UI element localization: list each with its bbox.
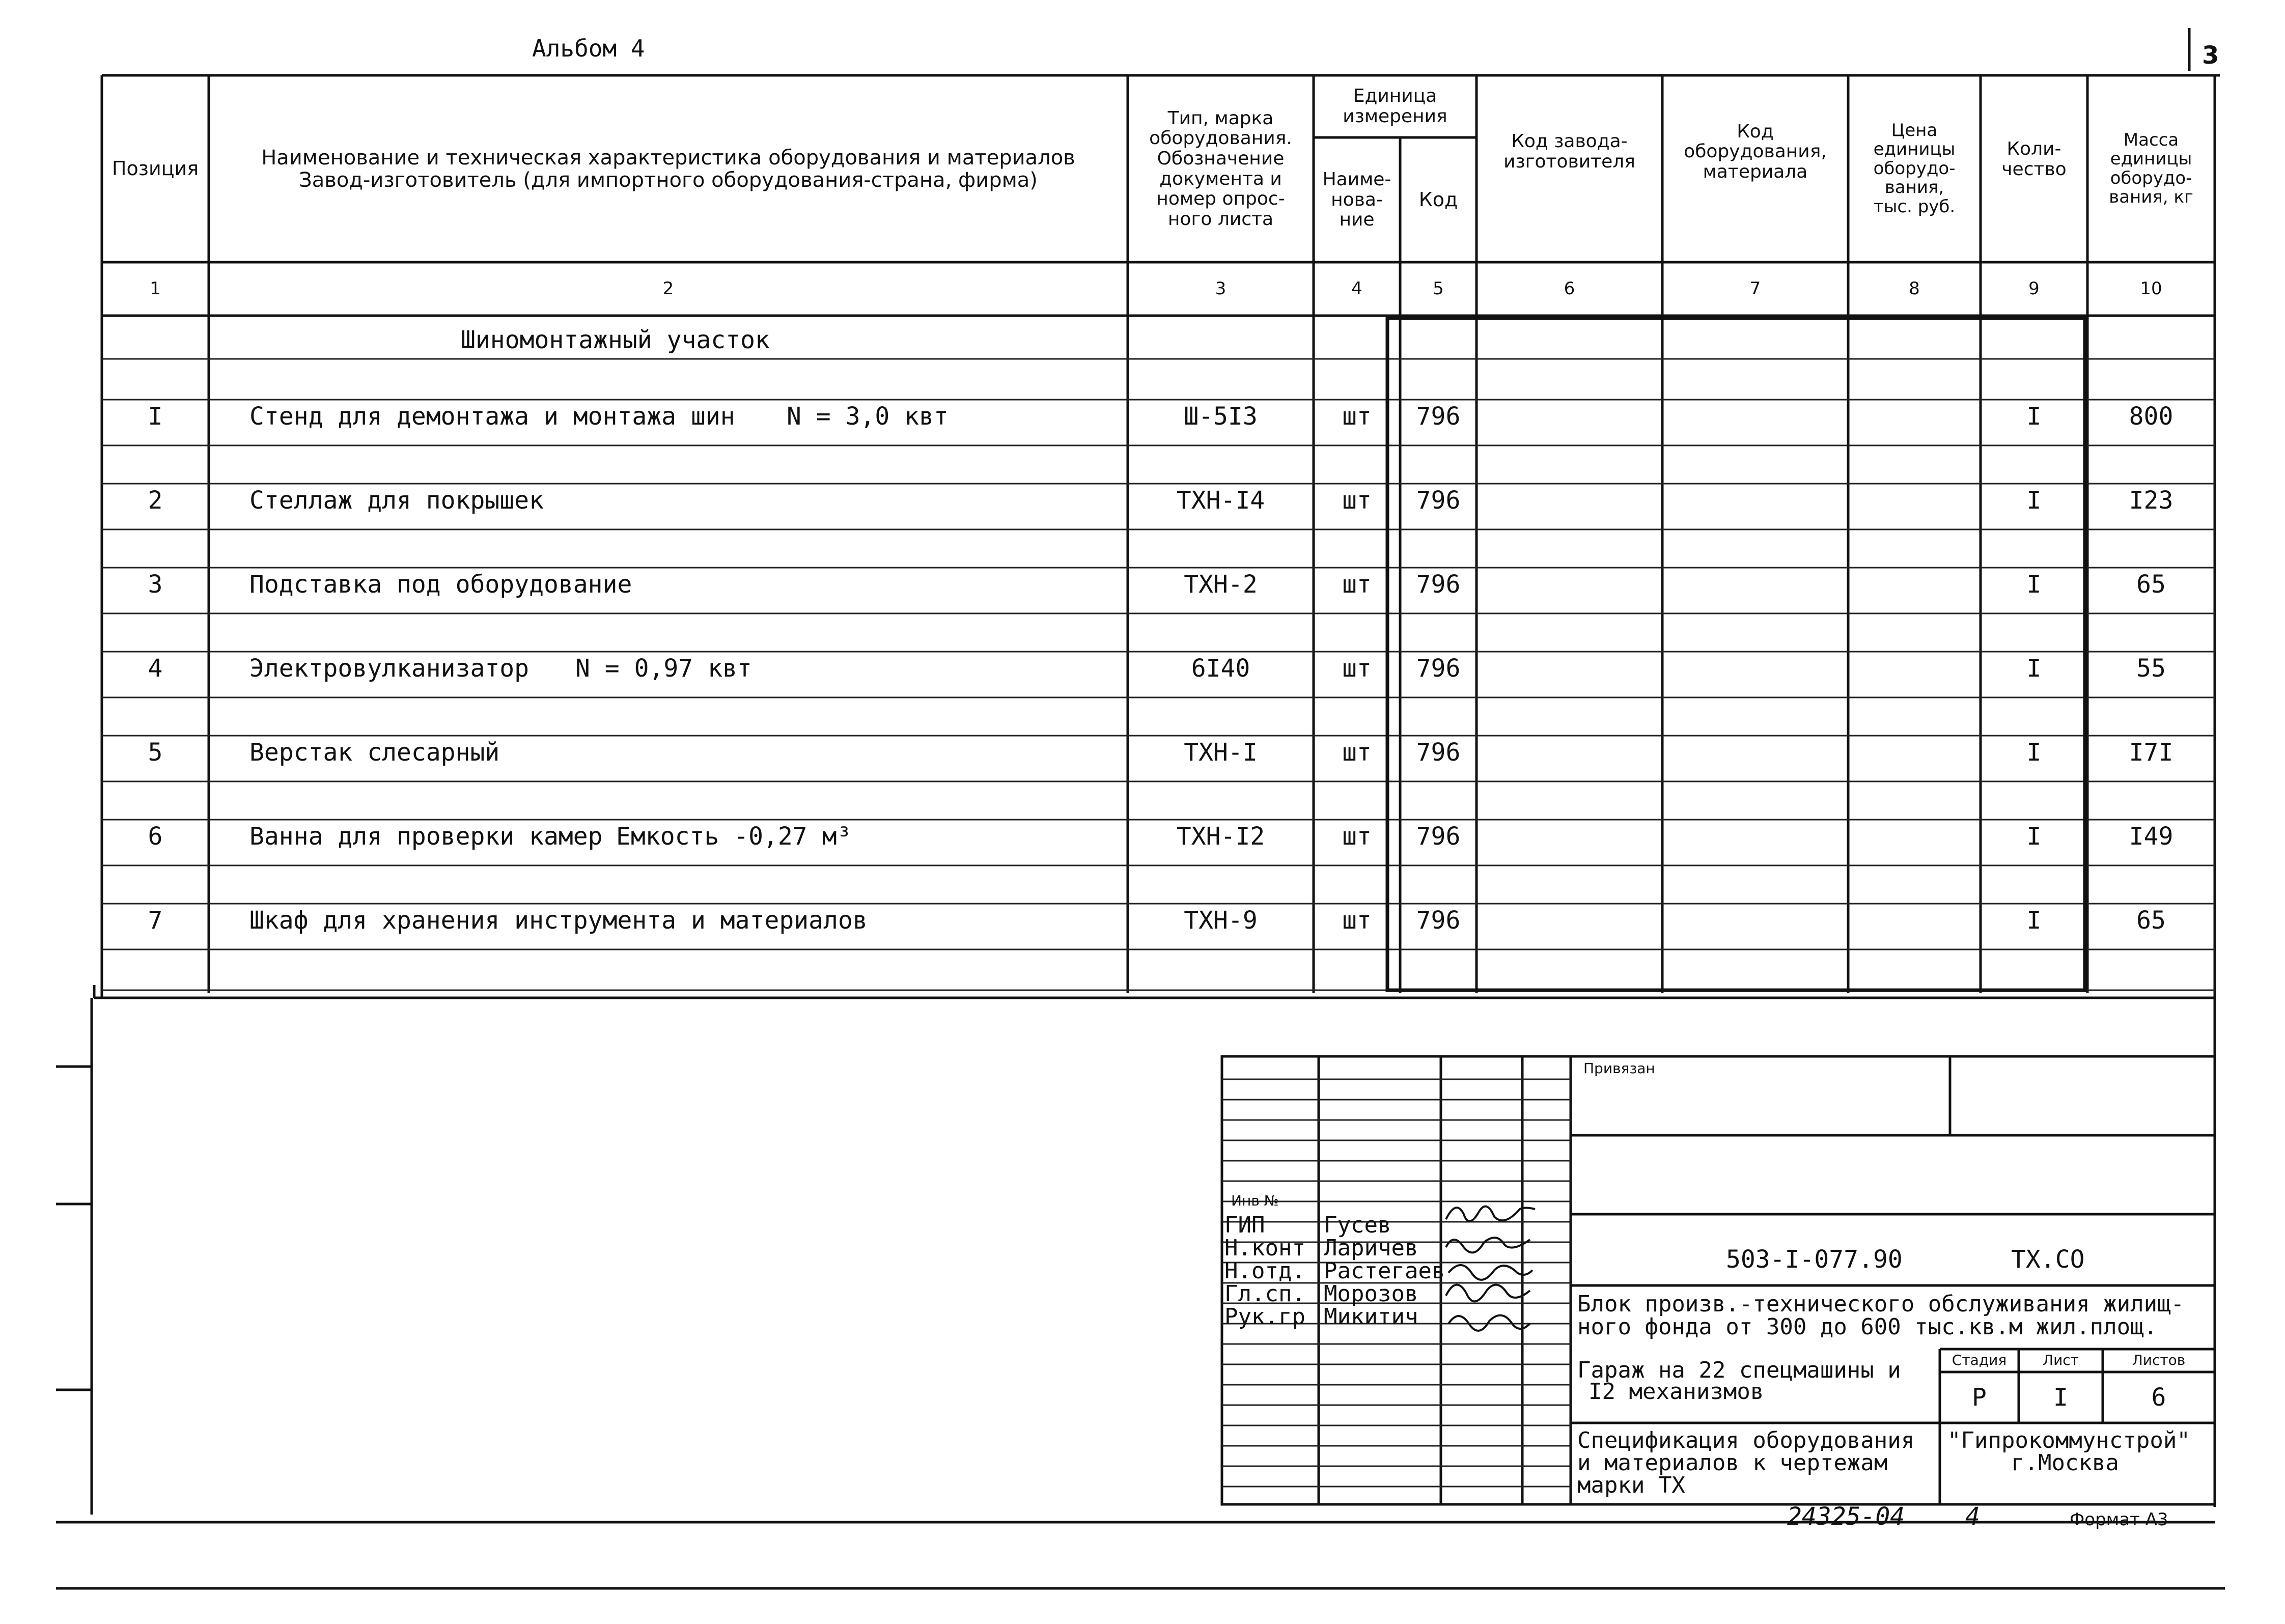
signatory-name: Гусев (1324, 1212, 1391, 1238)
column-number: 3 (1215, 278, 1227, 299)
column-number: 2 (662, 278, 674, 299)
doc-line-3: марки ТХ (1577, 1472, 1685, 1498)
row-position: 6 (148, 822, 163, 851)
row-name: Шкаф для хранения инструмента и материалов (249, 906, 868, 935)
album-label: Альбом 4 (532, 35, 645, 62)
signatory-name: Микитич (1324, 1304, 1418, 1330)
object-line-2: I2 механизмов (1589, 1379, 1764, 1405)
row-quantity: I (2026, 570, 2042, 599)
row-name: Верстак слесарный (249, 738, 500, 767)
designation: 503-I-077.90 (1726, 1245, 1903, 1274)
row-unit-code: 796 (1416, 822, 1461, 851)
format-label: Формат А3 (2070, 1509, 2168, 1530)
row-unit-code: 796 (1416, 486, 1461, 515)
signatory-name: Морозов (1324, 1281, 1418, 1307)
row-quantity: I (2026, 486, 2042, 515)
row-position: 5 (148, 738, 163, 767)
column-number: 8 (1909, 278, 1920, 299)
row-mass: I23 (2129, 486, 2173, 515)
signature-mikitich (1448, 1315, 1530, 1331)
row-unit-code: 796 (1416, 654, 1461, 683)
column-number: 7 (1749, 278, 1761, 299)
row-quantity: I (2026, 738, 2042, 767)
sheets-value: 6 (2151, 1383, 2166, 1412)
column-number: 1 (150, 278, 161, 299)
header-position: Позиция (112, 157, 199, 180)
signatory-name: Ларичев (1324, 1235, 1418, 1261)
column-number: 6 (1564, 278, 1575, 299)
doc-line-2: и материалов к чертежам (1577, 1450, 1888, 1476)
organization-line-2: г.Москва (2011, 1450, 2119, 1476)
row-unit-code: 796 (1416, 402, 1461, 431)
row-quantity: I (2026, 822, 2042, 851)
row-unit: шт (1342, 906, 1372, 935)
header-price: Цена единицы оборудо- вания, тыс. руб. (1873, 120, 1956, 217)
row-unit: шт (1342, 822, 1372, 851)
page-number: 4 (1965, 1502, 1980, 1531)
archive-number: 24325-04 (1787, 1502, 1905, 1531)
header-unit-group: Единица измерения (1343, 86, 1447, 127)
row-unit-code: 796 (1416, 738, 1461, 767)
row-unit: шт (1342, 570, 1372, 599)
row-type: ТХН-I2 (1176, 822, 1265, 851)
row-parameter: N = 3,0 квт (787, 402, 949, 431)
row-unit: шт (1342, 486, 1372, 515)
signature-rastegaev (1448, 1265, 1532, 1280)
signature-morozov (1446, 1285, 1530, 1302)
signatory-role: Рук.гр (1224, 1304, 1305, 1330)
sheet-corner-number: 3 (2202, 41, 2219, 70)
signatory-role: Н.отд. (1224, 1258, 1305, 1284)
row-type: ТХН-9 (1184, 906, 1258, 935)
header-unit-name: Наиме- нова- ние (1322, 169, 1391, 231)
row-unit: шт (1342, 654, 1372, 683)
row-type: Ш-5I3 (1184, 402, 1258, 431)
section-title: Шиномонтажный участок (461, 326, 770, 354)
row-mass: 55 (2136, 654, 2166, 683)
row-mass: I49 (2129, 822, 2173, 851)
row-unit: шт (1342, 738, 1372, 767)
sheet-value: I (2053, 1383, 2068, 1412)
inv-no-label: Инв № (1231, 1192, 1279, 1209)
row-position: 4 (148, 654, 163, 683)
signature-gusev (1446, 1207, 1535, 1221)
header-name: Наименование и техническая характеристика оборудования и материалов Завод-изготовитель (для импортного оборудования-страна, фирма) (261, 146, 1075, 192)
row-mass: I7I (2129, 738, 2173, 767)
doc-line-1: Спецификация оборудования (1577, 1427, 1915, 1453)
document-mark: ТХ.СО (2011, 1245, 2085, 1274)
column-number: 4 (1351, 278, 1362, 299)
row-name: Электровулканизатор (249, 654, 530, 683)
row-name: Стеллаж для покрышек (249, 486, 544, 515)
row-quantity: I (2026, 906, 2042, 935)
sheets-label: Листов (2132, 1352, 2186, 1369)
row-unit-code: 796 (1416, 570, 1461, 599)
organization-line-1: "Гипрокоммунстрой" (1947, 1427, 2190, 1453)
stage-label: Стадия (1952, 1352, 2007, 1369)
bound-label: Привязан (1583, 1060, 1655, 1077)
header-equipment-code: Код оборудования, материала (1684, 121, 1827, 182)
row-quantity: I (2026, 402, 2042, 431)
row-type: 6I40 (1191, 654, 1250, 683)
row-type: ТХН-I4 (1176, 486, 1265, 515)
header-factory-code: Код завода- изготовителя (1503, 131, 1635, 172)
row-mass: 65 (2136, 906, 2166, 935)
header-type: Тип, марка оборудования. Обозначение документа и номер опрос- ного листа (1149, 107, 1292, 230)
signature-larichev (1446, 1238, 1530, 1252)
row-position: 2 (148, 486, 163, 515)
row-position: 3 (148, 570, 163, 599)
project-line-2: ного фонда от 300 до 600 тыс.кв.м жил.площ. (1577, 1314, 2158, 1340)
row-type: ТХН-2 (1184, 570, 1258, 599)
signatory-role: Н.конт (1224, 1235, 1305, 1261)
header-mass: Масса единицы оборудо- вания, кг (2109, 129, 2193, 207)
signatory-name: Растегаев (1324, 1258, 1445, 1284)
signatory-role: ГИП (1224, 1212, 1265, 1238)
project-line-1: Блок произв.-технического обслуживания жилищ- (1577, 1291, 2185, 1317)
row-position: I (148, 402, 163, 431)
sheet-label: Лист (2043, 1352, 2079, 1369)
row-mass: 800 (2129, 402, 2173, 431)
header-quantity: Коли- чество (2001, 138, 2067, 180)
header-unit-code: Код (1418, 188, 1458, 211)
row-unit: шт (1342, 402, 1372, 431)
column-number: 5 (1433, 278, 1444, 299)
row-quantity: I (2026, 654, 2042, 683)
row-name: Стенд для демонтажа и монтажа шин (249, 402, 735, 431)
column-number: 10 (2140, 278, 2162, 299)
row-name: Ванна для проверки камер (249, 822, 603, 851)
row-position: 7 (148, 906, 163, 935)
row-type: ТХН-I (1184, 738, 1258, 767)
row-parameter: Емкость -0,27 м³ (616, 822, 852, 851)
row-parameter: N = 0,97 квт (575, 654, 752, 683)
object-line-1: Гараж на 22 спецмашины и (1577, 1357, 1901, 1383)
signatory-role: Гл.сп. (1224, 1281, 1305, 1307)
row-name: Подставка под оборудование (249, 570, 632, 599)
row-unit-code: 796 (1416, 906, 1461, 935)
stage-value: Р (1972, 1383, 1987, 1412)
column-number: 9 (2028, 278, 2040, 299)
row-mass: 65 (2136, 570, 2166, 599)
